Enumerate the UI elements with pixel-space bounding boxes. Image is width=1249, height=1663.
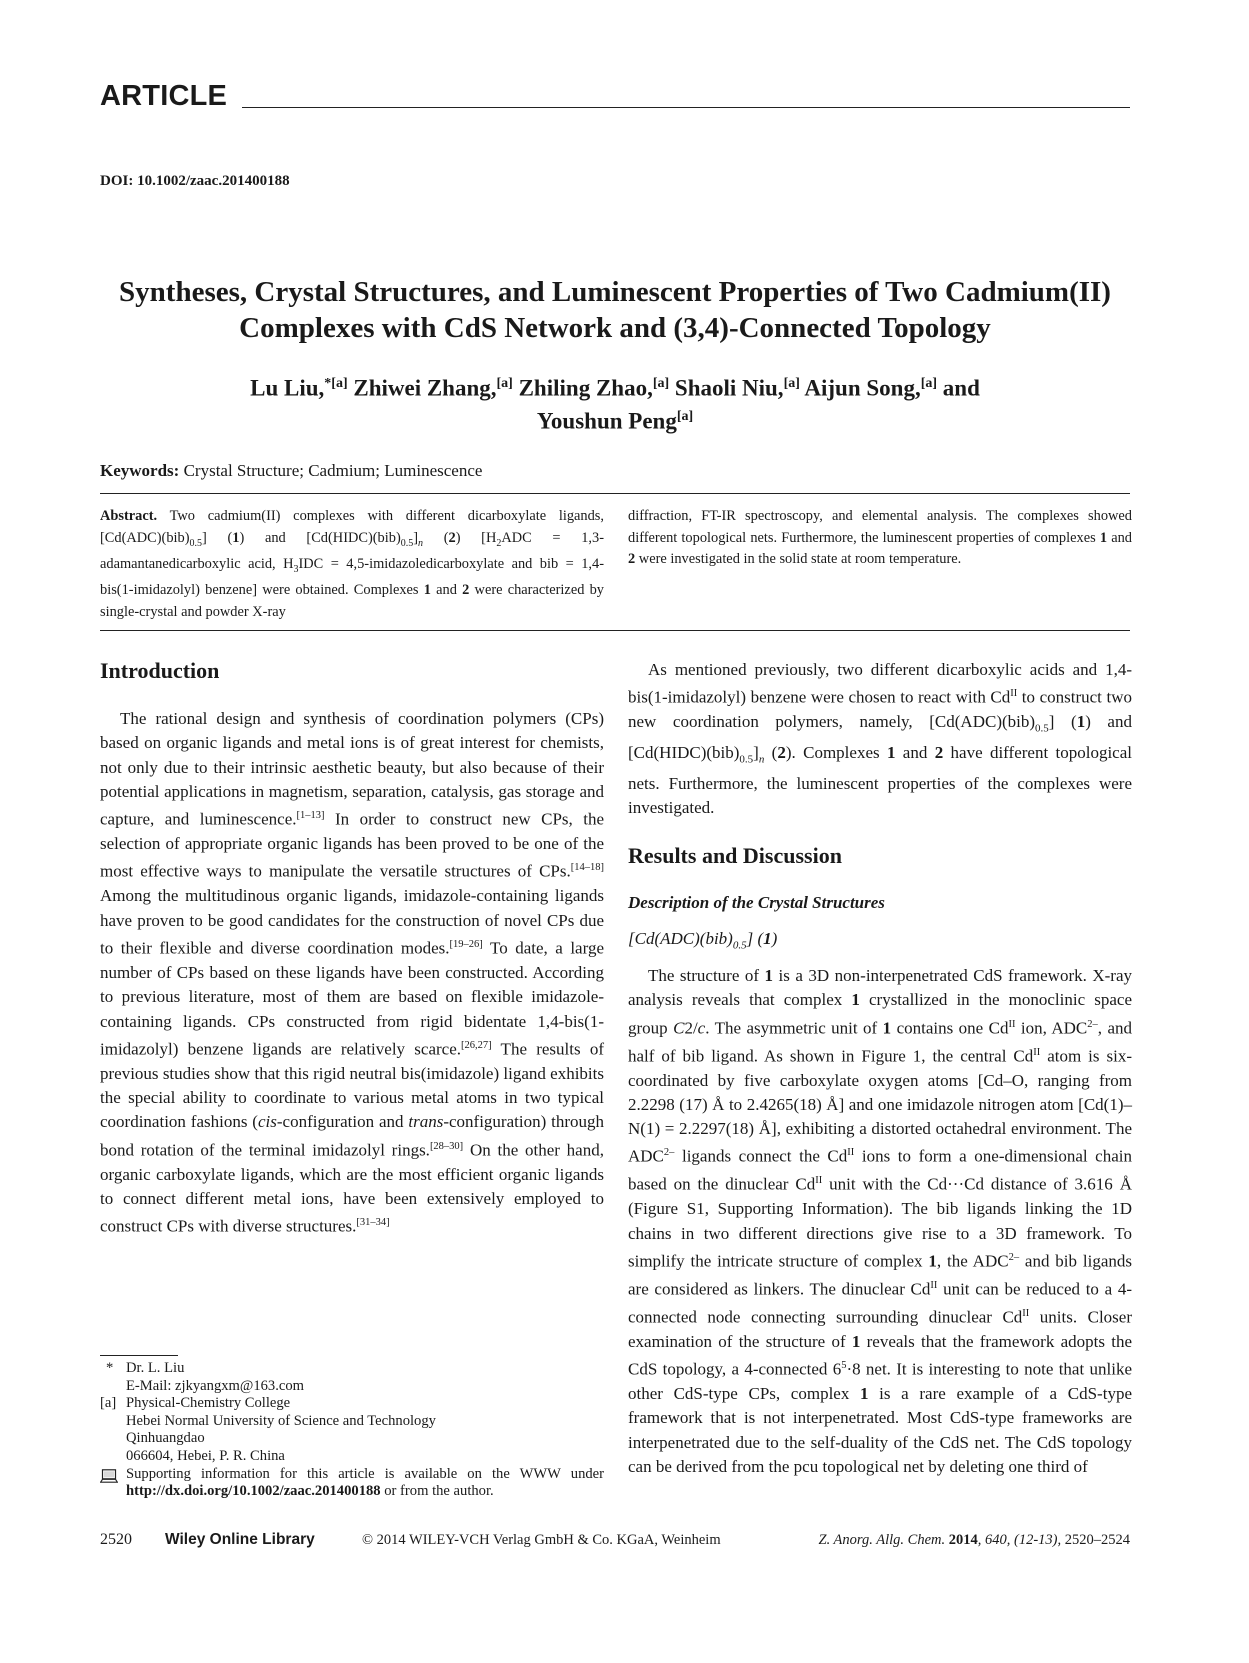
keywords-text: Crystal Structure; Cadmium; Luminescence	[183, 461, 483, 480]
text-run: ]	[413, 529, 419, 546]
text-run: 2/	[684, 1018, 698, 1038]
affiliation-line: Physical-Chemistry College	[126, 1395, 291, 1412]
compound-number: 1	[1099, 529, 1108, 546]
section-heading-results: Results and Discussion	[628, 843, 842, 868]
text-run: The structure of	[648, 966, 765, 985]
footnotes	[100, 1360, 604, 1501]
oxidation-state: II	[1010, 688, 1018, 700]
compound-number: 1	[886, 742, 896, 762]
text-run: -configuration) through bond rotation of the terminal imidazolyl rings.	[100, 1112, 604, 1160]
author-affiliation-mark: [a]	[783, 376, 800, 391]
text-run: were characterized by single-crystal and powder X-ray	[100, 582, 604, 620]
keywords-label: Keywords:	[100, 461, 180, 480]
compound-number: 2	[448, 529, 456, 546]
text-run: (	[764, 742, 778, 762]
text-run: 0.5	[1035, 722, 1049, 735]
text-run: As mentioned previously, two different dicarboxylic acids and 1,4-bis(1-imidazolyl) benzene were chosen to react with Cd	[628, 660, 1132, 707]
subsection-heading: Description of the Crystal Structures	[628, 893, 885, 912]
author: Youshun Peng	[536, 408, 677, 434]
text-run: (	[423, 529, 449, 546]
article-title: Syntheses, Crystal Structures, and Luminescent Properties of Two Cadmium(II) Complexes with CdS Network and (3,4)-Connected Topology	[119, 276, 1111, 344]
text-run: and	[430, 582, 463, 599]
text-run: 0.5	[739, 753, 754, 766]
citation: [31–34]	[356, 1217, 390, 1229]
author-affiliation-mark: *[a]	[324, 376, 348, 391]
text-run: diffraction, FT-IR spectroscopy, and elemental analysis. The complexes showed different topological nets. Furthermore, the luminescent properties of complexes	[628, 508, 1132, 546]
text-run: ADC = 1,3-adamantanedicarboxylic acid, H	[100, 529, 605, 572]
charge: 2–	[663, 1147, 675, 1159]
charge: 2–	[1008, 1251, 1020, 1263]
oxidation-state: II	[930, 1279, 938, 1291]
compound-number: 1	[851, 1331, 861, 1351]
copyright-notice: © 2014 WILEY-VCH Verlag GmbH & Co. KGaA, Weinheim	[362, 1532, 721, 1548]
author-affiliation-mark: [a]	[676, 408, 694, 424]
text-run: n	[418, 537, 424, 549]
compound-number: 1	[928, 1251, 937, 1271]
text-run: The rational design and synthesis of coordination polymers (CPs) based on organic ligands and metal ions is of great interest for chemists, not only due to their intrinsic aesthetic beauty, but also because of their potential applications in magnetism, separation, catalysis, gas storage and capture, and luminescence.	[100, 709, 604, 829]
text-run: reveals that the framework adopts the CdS topology, a 4-connected 6	[628, 1331, 1132, 1379]
text-run: 0.5	[189, 537, 203, 549]
compound-number: 2	[777, 742, 786, 762]
results-body	[628, 964, 1132, 1479]
text-run: In order to construct new CPs, the selection of appropriate organic ligands has been proved to be one of the most effective ways to manipulate the versatile structures of CPs.	[100, 809, 604, 882]
abstract-left-column	[100, 506, 604, 623]
text-run: The results of previous studies show that this rigid neutral bis(imidazole) ligand exhibits the special ability to coordinate to various metal atoms in two typical coordination fashions (	[100, 1039, 605, 1132]
introduction-body	[100, 707, 604, 1239]
computer-icon	[100, 1466, 126, 1501]
text-run: is a 3D non-interpenetrated CdS framework. X-ray analysis reveals that complex	[628, 966, 1132, 1010]
text-run: n	[758, 753, 765, 766]
text-run: ions to form a one-dimensional chain based on the dinuclear Cd	[628, 1147, 1132, 1194]
footnote-corresponding-author	[100, 1360, 604, 1395]
text-run: or from the author.	[380, 1483, 494, 1500]
affiliation-line: Hebei Normal University of Science and Technology	[126, 1412, 436, 1429]
journal-year: 2014	[948, 1532, 978, 1548]
footnote-text	[126, 1466, 604, 1501]
journal-citation	[819, 1532, 1131, 1549]
keywords	[100, 461, 482, 481]
text-run: ] (	[1048, 712, 1077, 732]
text-run: to construct two new coordination polymers, namely, [Cd(ADC)(bib)	[628, 687, 1132, 732]
text-run: 2	[496, 537, 502, 549]
journal-name: Z. Anorg. Allg. Chem.	[818, 1532, 946, 1548]
author: Aijun Song,	[804, 375, 921, 401]
text-run: ·8 net. It is interesting to note that unlike other CdS-type CPs, complex	[628, 1359, 1132, 1403]
text-run: 0.5	[400, 537, 414, 549]
author: Zhiwei Zhang,	[353, 375, 497, 401]
compound-number: 1	[764, 966, 774, 985]
text-run: On the other hand, organic carboxylate ligands, which are the most efficient organic ligands to connect different metal ions, have been extensively employed to construct CPs with diverse structures.	[100, 1140, 604, 1236]
citation: [1–13]	[296, 810, 325, 822]
compound-number: 2	[628, 551, 636, 567]
text-run: IDC = 4,5-imidazoledicarboxylate and bib = 1,4-bis(1-imidazolyl) benzene] were obtained. Complexes	[100, 555, 604, 599]
charge: 2–	[1087, 1018, 1098, 1030]
paragraph	[628, 964, 1132, 1479]
journal-volume: , 640, (12-13),	[977, 1532, 1062, 1548]
author-affiliation-mark: [a]	[652, 376, 670, 391]
compound-number: 2	[462, 582, 470, 599]
footnote-affiliation	[100, 1395, 604, 1465]
author-list	[100, 370, 1130, 435]
text-run: ] (	[202, 529, 233, 546]
citation: [28–30]	[429, 1140, 464, 1152]
text-run: C	[673, 1018, 685, 1038]
abstract-top-rule	[100, 493, 1130, 494]
compound-number: 1	[232, 529, 240, 546]
text-run: . The asymmetric unit of	[705, 1018, 883, 1038]
text-run: atom is six-coordinated by five carboxylate oxygen atoms [Cd–O, ranging from 2.2298 (17) Å to 2.4265(18) Å] and one imidazole nitrogen atom [Cd(1)–N(1) = 2.2297(18) Å], exhibiting a distorted octahedral environment. The ADC	[628, 1046, 1132, 1167]
author: Zhiling Zhao,	[518, 375, 653, 401]
abstract-bottom-rule	[100, 630, 1130, 631]
text-run: ligands connect the Cd	[674, 1147, 848, 1167]
compound-number: 1	[423, 582, 431, 599]
text-run: , and half of bib ligand. As shown in Figure 1, the central Cd	[628, 1018, 1132, 1066]
footnote-supporting-information	[100, 1466, 604, 1501]
text-run: and	[1107, 529, 1132, 546]
author: Lu Liu,	[250, 375, 325, 401]
compound-number: 1	[851, 990, 860, 1010]
footnote-text	[126, 1395, 604, 1465]
text-run: Two cadmium(II) complexes with different dicarboxylate ligands, [Cd(ADC)(bib)	[100, 508, 604, 546]
affiliation-line: 066604, Hebei, P. R. China	[126, 1447, 285, 1464]
text-run: Supporting information for this article is available on the WWW under	[126, 1465, 604, 1482]
author-affiliation-mark: [a]	[496, 376, 513, 391]
text-run: , the ADC	[936, 1251, 1009, 1271]
text-run: units. Closer examination of the structure of	[628, 1307, 1132, 1351]
text-run: )	[771, 929, 778, 948]
affiliation-line: Qinhuangdao	[126, 1430, 205, 1447]
text-run: ) and [Cd(HIDC)(bib)	[239, 529, 401, 546]
text-run: contains one Cd	[891, 1018, 1009, 1038]
author-name: Dr. L. Liu	[126, 1360, 185, 1376]
compound-number: 1	[882, 1018, 892, 1038]
footnote-rule	[100, 1355, 178, 1356]
text-run: is a rare example of a CdS-type framework that is not interpenetrated. Most CdS-type frameworks are interpenetrated due to the self-duality of the CdS net. The CdS topology can be derived from the pcu topological net by deleting one third of	[628, 1384, 1132, 1476]
text-run: ion, ADC	[1015, 1018, 1088, 1038]
header-rule	[242, 107, 1130, 108]
supporting-info-link[interactable]: http://dx.doi.org/10.1002/zaac.201400188	[126, 1483, 381, 1500]
text-run: crystallized in the monoclinic space group	[628, 990, 1132, 1038]
page-footer	[100, 1531, 1130, 1553]
paragraph	[628, 658, 1132, 820]
citation: [14–18]	[570, 862, 604, 874]
journal-pages: 2520–2524	[1061, 1532, 1130, 1548]
oxidation-state: II	[847, 1147, 855, 1159]
footnote-mark: [a]	[100, 1395, 117, 1412]
text-run: ) and [Cd(HIDC)(bib)	[628, 712, 1132, 762]
text-run: trans	[408, 1112, 444, 1132]
text-run: 0.5	[732, 939, 747, 952]
paragraph	[100, 707, 604, 1239]
text-run: To date, a large number of CPs based on these ligands have been constructed. According to previous literature, most of them are based on flexible imidazole-containing ligands. CPs constructed from rigid bidentate 1,4-bis(1-imidazolyl) benzene ligands are relatively scarce.	[100, 938, 604, 1059]
author-affiliation-mark: [a]	[920, 376, 938, 391]
compound-number: 1	[1076, 712, 1086, 732]
section-heading-introduction: Introduction	[100, 658, 220, 683]
text-run: were investigated in the solid state at room temperature.	[635, 551, 962, 567]
author-email: E-Mail: zjkyangxm@163.com	[126, 1377, 304, 1394]
text-run: ]	[753, 742, 759, 762]
text-run: and	[895, 742, 935, 762]
oxidation-state: II	[815, 1175, 823, 1187]
author: Shaoli Niu,	[674, 375, 784, 401]
text-run: Among the multitudinous organic ligands, imidazole-containing ligands have proven to be good candidates for the construction of novel CPs due to their flexible and diverse coordination modes.	[100, 886, 604, 958]
wiley-online-library-logo[interactable]: Wiley Online Library	[165, 1531, 315, 1548]
text-run: -configuration and	[276, 1112, 409, 1132]
exponent: 5	[841, 1360, 847, 1372]
compound-number: 2	[934, 742, 944, 762]
citation: [26,27]	[461, 1039, 492, 1051]
text-run: ). Complexes	[785, 742, 887, 762]
abstract-label: Abstract.	[100, 508, 158, 524]
doi: DOI: 10.1002/zaac.201400188	[100, 173, 290, 189]
footnote-text	[126, 1360, 604, 1395]
text-run: have different topological nets. Furthermore, the luminescent properties of the complexes were investigated.	[628, 742, 1133, 817]
page-number: 2520	[100, 1531, 132, 1548]
compound-number: 1	[860, 1384, 869, 1403]
text-run: unit can be reduced to a 4-connected node connecting surrounding dinuclear Cd	[628, 1279, 1132, 1327]
oxidation-state: II	[1022, 1307, 1030, 1319]
article-type-label: ARTICLE	[100, 80, 228, 112]
introduction-continued	[628, 658, 1132, 820]
compound-number: 1	[763, 929, 772, 948]
text-run: 3	[293, 563, 299, 575]
compound-heading	[628, 929, 777, 951]
citation: [19–26]	[449, 938, 483, 950]
oxidation-state: II	[1008, 1018, 1016, 1030]
computer-icon-graphic	[100, 1469, 118, 1483]
author-conjunction: and	[942, 375, 980, 401]
text-run: [Cd(ADC)(bib)	[628, 929, 733, 948]
text-run: ] (	[746, 929, 764, 948]
text-run: c	[697, 1018, 706, 1038]
text-run: ) [H	[455, 529, 497, 546]
abstract-right-column	[628, 506, 1132, 571]
text-run: unit with the Cd···Cd distance of 3.616 Å (Figure S1, Supporting Information). The bib ligands linking the 1D chains in two different directions give rise to a 3D framework. To simplify the intricate structure of complex	[628, 1175, 1132, 1271]
text-run: cis	[257, 1112, 277, 1132]
text-run: and bib ligands are considered as linkers. The dinuclear Cd	[628, 1251, 1132, 1299]
footnote-mark: *	[106, 1360, 114, 1376]
oxidation-state: II	[1033, 1046, 1041, 1058]
